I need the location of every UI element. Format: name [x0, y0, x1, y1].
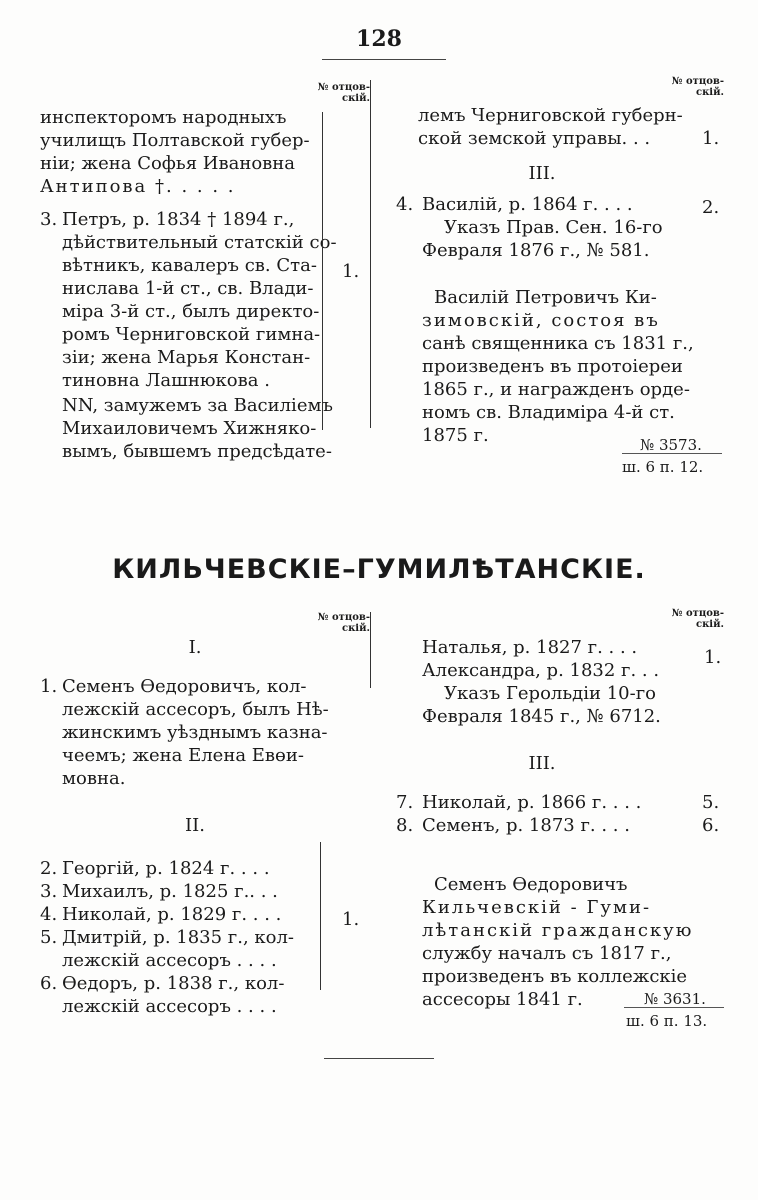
text-line: Александра, р. 1832 г. . .: [422, 660, 660, 681]
entry-number: 6.: [40, 973, 58, 994]
left-ref-number: 1.: [342, 261, 360, 282]
biography-note: [422, 286, 718, 447]
text-line: Дмитрій, р. 1835 г., кол-: [62, 927, 295, 948]
top-left-column: [40, 106, 370, 463]
left-ref-number: 1.: [342, 909, 360, 930]
bracket-left-bottom: [320, 842, 321, 990]
text-line: NN, замужемъ за Василіемъ: [62, 395, 333, 416]
entry-number: 8.: [396, 815, 414, 836]
text-line: ассесоры 1841 г.: [422, 989, 583, 1010]
text-line: Георгій, р. 1824 г. . . .: [62, 858, 270, 879]
roman-numeral-iii: III.: [528, 163, 556, 184]
text-line: Антипова †. . . . .: [40, 176, 236, 197]
text-line: Февраля 1876 г., № 581.: [422, 240, 650, 261]
text-line: Указъ Герольдіи 10-го: [444, 683, 656, 704]
file-rule: [624, 1007, 724, 1008]
shelf-mark: ш. 6 п. 13.: [626, 1012, 708, 1030]
text-line: ніи; жена Софья Ивановна: [40, 153, 296, 174]
page-number: 128: [356, 26, 402, 52]
bottom-right-column: [396, 636, 718, 1011]
text-line: лежскій ассесоръ, былъ Нѣ-: [62, 699, 329, 720]
bracket-left-top: [322, 112, 323, 430]
text-line: Николай, р. 1829 г. . . .: [62, 904, 282, 925]
file-rule: [622, 453, 722, 454]
right-column-header: № отцов- скій.: [671, 76, 724, 98]
entry-number: 4.: [40, 904, 58, 925]
grandchildren-list: [396, 791, 718, 837]
entry-number: 1.: [40, 676, 58, 697]
list-item: [396, 791, 718, 814]
text-line: Кильчевскій - Гуми-: [422, 897, 652, 918]
text-line: училищъ Полтавской губер-: [40, 130, 310, 151]
text-line: тиновна Лашнюкова .: [62, 370, 270, 391]
text-line: чеемъ; жена Елена Евөи-: [62, 745, 304, 766]
end-rule: [324, 1058, 434, 1059]
entry-number: 5.: [40, 927, 58, 948]
left-header-rule: [370, 612, 371, 688]
entry-number: 4.: [396, 194, 414, 215]
text-line: вымъ, бывшемъ предсѣдате-: [62, 441, 332, 462]
text-line: лежскій ассесоръ . . . .: [62, 996, 277, 1017]
top-right-column: [396, 104, 718, 447]
text-line: зимовскій, состоя въ: [422, 310, 660, 331]
file-number: № 3631.: [644, 990, 706, 1008]
text-line: произведенъ въ протоіереи: [422, 356, 683, 377]
text-line: Өедоръ, р. 1838 г., кол-: [62, 973, 285, 994]
entry-nn: [62, 394, 370, 463]
text-line: мовна.: [62, 768, 126, 789]
text-line: зіи; жена Марья Констан-: [62, 347, 311, 368]
roman-numeral-i: I.: [188, 637, 202, 658]
text-line: Василій, р. 1864 г. . . .: [422, 194, 633, 215]
text-line: нислава 1-й ст., св. Влади-: [62, 278, 314, 299]
entry-number: 3.: [40, 209, 58, 230]
text-line: вѣтникъ, кавалеръ св. Ста-: [62, 255, 317, 276]
entry-number: 2.: [40, 858, 58, 879]
text-line: ромъ Черниговской гимна-: [62, 324, 321, 345]
text-line: ской земской управы. . .: [418, 128, 651, 149]
left-column-header: № отцов- скій.: [317, 612, 370, 634]
text-line: Семенъ, р. 1873 г. . . .: [422, 815, 630, 836]
text-line: Михаилъ, р. 1825 г.. . .: [62, 881, 278, 902]
list-item: [396, 814, 718, 837]
roman-numeral-iii: III.: [528, 753, 556, 774]
right-ref-number-1: 1.: [702, 128, 720, 149]
text-line: лемъ Черниговской губерн-: [418, 105, 683, 126]
text-line: 1875 г.: [422, 425, 489, 446]
text-line: Василій Петровичъ Ки-: [434, 287, 657, 308]
file-number: № 3573.: [640, 436, 702, 454]
text-line: Михаиловичемъ Хижняко-: [62, 418, 317, 439]
text-line: 1865 г., и награжденъ орде-: [422, 379, 690, 400]
left-column-header: № отцов- скій.: [317, 82, 370, 104]
text-line: Петръ, р. 1834 † 1894 г.,: [62, 209, 295, 230]
text-line: лѣтанскій гражданскую: [422, 920, 694, 941]
text-line: санѣ священника съ 1831 г.,: [422, 333, 694, 354]
text-line: Февраля 1845 г., № 6712.: [422, 706, 661, 727]
ref-number: 5.: [702, 792, 720, 813]
list-item: [40, 995, 370, 1018]
text-line: дѣйствительный статскій со-: [62, 232, 337, 253]
text-line: инспекторомъ народныхъ: [40, 107, 287, 128]
entry-number: 7.: [396, 792, 414, 813]
page-number-rule: [322, 59, 446, 60]
roman-numeral-ii: II.: [185, 815, 205, 836]
text-line: номъ св. Владиміра 4-й ст.: [422, 402, 675, 423]
text-line: жинскимъ уѣзднымъ казна-: [62, 722, 328, 743]
entry-3: [40, 208, 370, 392]
text-line: Николай, р. 1866 г. . . .: [422, 792, 642, 813]
text-line: произведенъ въ коллежскіе: [422, 966, 688, 987]
right-column-header: № отцов- скій.: [671, 608, 724, 630]
right-ref-number-1: 1.: [704, 647, 722, 668]
entry-4: [396, 193, 718, 216]
ref-number: 6.: [702, 815, 720, 836]
text-line: Семенъ Өедоровичъ, кол-: [62, 676, 307, 697]
text-line: Семенъ Өедоровичъ: [434, 874, 628, 895]
entry-number: 3.: [40, 881, 58, 902]
left-header-rule: [370, 80, 371, 428]
daughters-list: [422, 636, 718, 682]
right-ref-number-2: 2.: [702, 197, 720, 218]
text-line: міра 3-й ст., былъ директо-: [62, 301, 320, 322]
continuation-text: [40, 106, 370, 198]
shelf-mark: ш. 6 п. 12.: [622, 458, 704, 476]
text-line: Наталья, р. 1827 г. . . .: [422, 637, 638, 658]
text-line: Указъ Прав. Сен. 16-го: [444, 217, 663, 238]
section-title: КИЛЬЧЕВСКІЕ–ГУМИЛѢТАНСКІЕ.: [112, 554, 646, 585]
entry-1: [40, 675, 370, 790]
text-line: службу началъ съ 1817 г.,: [422, 943, 672, 964]
text-line: лежскій ассесоръ . . . .: [62, 950, 277, 971]
